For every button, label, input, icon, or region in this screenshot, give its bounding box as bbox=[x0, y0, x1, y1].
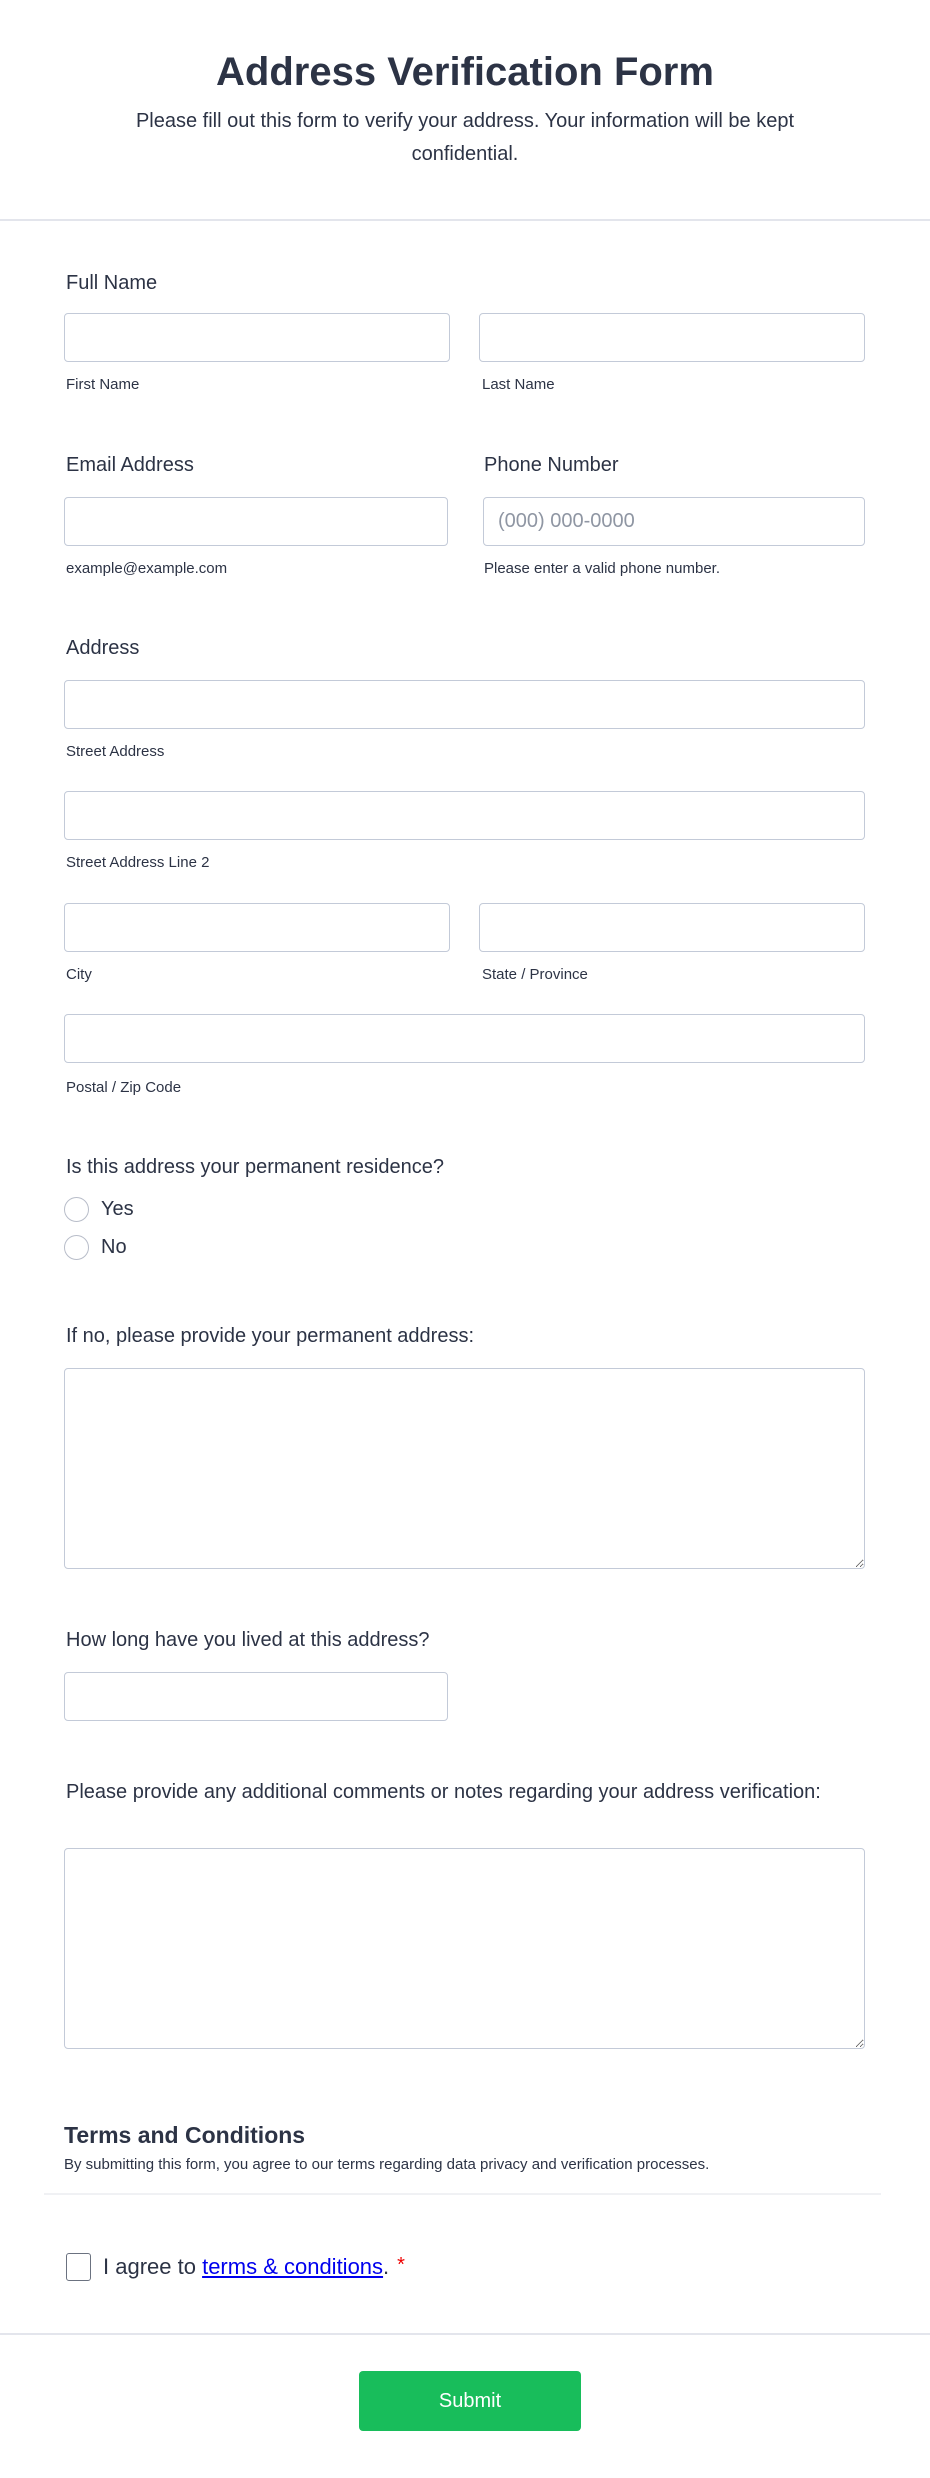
duration-input[interactable] bbox=[64, 1672, 448, 1721]
required-mark: * bbox=[397, 2254, 405, 2276]
phone-sublabel: Please enter a valid phone number. bbox=[484, 560, 720, 577]
terms-text: By submitting this form, you agree to our terms regarding data privacy and verification processes. bbox=[64, 2156, 710, 2173]
comments-label: Please provide any additional comments or notes regarding your address verification: bbox=[66, 1781, 821, 1803]
permanent-address-textarea[interactable] bbox=[64, 1368, 865, 1569]
postal-code-sublabel: Postal / Zip Code bbox=[66, 1079, 182, 1096]
terms-link[interactable]: terms & conditions bbox=[202, 2254, 384, 2279]
submit-button[interactable]: Submit bbox=[359, 2371, 581, 2431]
email-label: Email Address bbox=[66, 454, 194, 476]
first-name-sublabel: First Name bbox=[66, 376, 140, 393]
permanent-address-label: If no, please provide your permanent address: bbox=[66, 1325, 475, 1347]
header-divider bbox=[0, 219, 930, 221]
footer-divider bbox=[0, 2333, 930, 2335]
street-address-input[interactable] bbox=[64, 680, 865, 729]
phone-label: Phone Number bbox=[484, 454, 619, 476]
last-name-sublabel: Last Name bbox=[482, 376, 555, 393]
radio-no-label[interactable]: No bbox=[101, 1236, 127, 1258]
terms-divider bbox=[44, 2193, 881, 2195]
page-title: Address Verification Form bbox=[216, 50, 714, 94]
phone-input[interactable] bbox=[483, 497, 865, 546]
agree-suffix: . bbox=[383, 2254, 390, 2279]
city-input[interactable] bbox=[64, 903, 450, 952]
full-name-label: Full Name bbox=[66, 272, 158, 294]
last-name-input[interactable] bbox=[479, 313, 865, 362]
street-address-sublabel: Street Address bbox=[66, 743, 165, 760]
duration-label: How long have you lived at this address? bbox=[66, 1629, 430, 1651]
agree-label bbox=[103, 2254, 405, 2280]
terms-heading: Terms and Conditions bbox=[64, 2122, 306, 2148]
state-input[interactable] bbox=[479, 903, 865, 952]
state-sublabel: State / Province bbox=[482, 966, 588, 983]
street-address-line2-input[interactable] bbox=[64, 791, 865, 840]
address-label: Address bbox=[66, 637, 140, 659]
radio-yes-label[interactable]: Yes bbox=[101, 1198, 134, 1220]
comments-textarea[interactable] bbox=[64, 1848, 865, 2049]
street-address-line2-sublabel: Street Address Line 2 bbox=[66, 854, 210, 871]
postal-code-input[interactable] bbox=[64, 1014, 865, 1063]
agree-checkbox[interactable] bbox=[66, 2253, 91, 2281]
email-input[interactable] bbox=[64, 497, 448, 546]
radio-yes[interactable] bbox=[64, 1197, 89, 1222]
agree-prefix: I agree to bbox=[103, 2254, 203, 2279]
email-sublabel: example@example.com bbox=[66, 560, 228, 577]
residence-question: Is this address your permanent residence? bbox=[66, 1156, 444, 1178]
radio-no[interactable] bbox=[64, 1235, 89, 1260]
page-subtitle: Please fill out this form to verify your address. Your information will be kept confidential. bbox=[135, 110, 795, 165]
first-name-input[interactable] bbox=[64, 313, 450, 362]
city-sublabel: City bbox=[66, 966, 92, 983]
